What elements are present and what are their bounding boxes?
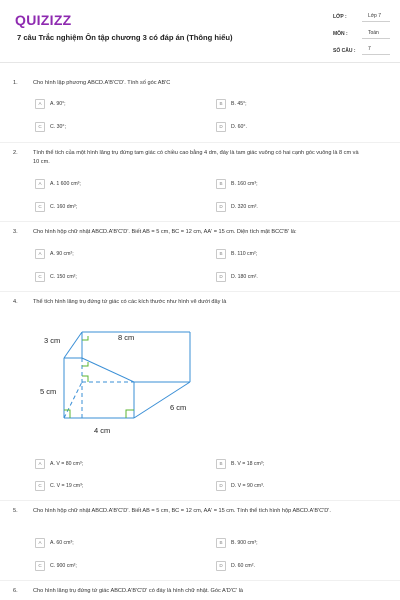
option-letter: D	[216, 202, 226, 212]
option-d[interactable]	[216, 272, 258, 282]
class-label: LỚP :	[333, 14, 347, 20]
option-c[interactable]	[35, 481, 83, 491]
option-letter: B	[216, 179, 226, 189]
page-title: 7 câu Trắc nghiệm Ôn tập chương 3 có đáp án (Thông hiểu)	[17, 33, 233, 42]
question-count-label: SỐ CÂU :	[333, 48, 356, 54]
option-letter: A	[35, 249, 45, 259]
option-text: D. 60 cm².	[231, 563, 255, 569]
option-d[interactable]	[216, 481, 264, 491]
option-d[interactable]	[216, 122, 247, 132]
option-text: A. V = 80 cm³;	[50, 461, 84, 467]
option-letter: A	[35, 179, 45, 189]
option-text: D. V = 90 cm³.	[231, 483, 265, 489]
question-text: Cho hình lăng trụ đứng tứ giác ABCD.A'B'C'D' có đáy là hình chữ nhật. Góc A'D'C' là	[33, 588, 243, 594]
label-side: 6 cm	[170, 403, 187, 412]
option-a[interactable]	[35, 459, 83, 469]
option-c[interactable]	[35, 122, 66, 132]
question-text: Tính thể tích của một hình lăng trụ đứng tam giác có chiều cao bằng 4 dm, đáy là tam giác vuông có hai cạnh góc vuông là 8 cm và 10 cm.	[33, 150, 359, 165]
divider	[0, 142, 400, 143]
subject-label: MÔN :	[333, 31, 348, 37]
option-a[interactable]	[35, 99, 66, 109]
option-letter: A	[35, 538, 45, 548]
question-number: 6.	[13, 588, 18, 594]
option-letter: B	[216, 99, 226, 109]
option-c[interactable]	[35, 202, 77, 212]
option-letter: C	[35, 202, 45, 212]
option-letter: A	[35, 459, 45, 469]
option-b[interactable]	[216, 538, 258, 548]
question-text: Cho hình lập phương ABCD.A'B'C'D'. Tính số góc AB'C	[33, 80, 171, 86]
hidden-edge	[64, 382, 82, 418]
label-bottom: 4 cm	[94, 426, 111, 435]
option-d[interactable]	[216, 561, 255, 571]
divider	[0, 580, 400, 581]
page-header	[0, 0, 400, 63]
divider	[0, 500, 400, 501]
option-a[interactable]	[35, 538, 74, 548]
option-letter: D	[216, 481, 226, 491]
option-letter: B	[216, 538, 226, 548]
option-letter: C	[35, 122, 45, 132]
option-text: D. 180 cm².	[231, 274, 258, 280]
divider	[0, 291, 400, 292]
right-angle-mark	[126, 410, 134, 418]
option-b[interactable]	[216, 179, 258, 189]
label-depth: 8 cm	[118, 333, 135, 342]
subject-value: Toán	[362, 28, 390, 39]
question-text: Cho hình hộp chữ nhật ABCD.A'B'C'D'. Biết AB = 5 cm, BC = 12 cm, AA' = 15 cm. Diện tích mặt BCC'B' là:	[33, 229, 297, 235]
option-text: C. 900 cm²;	[50, 563, 77, 569]
option-text: C. V = 19 cm³;	[50, 483, 84, 489]
right-angle-mark	[82, 376, 88, 382]
question-number: 1.	[13, 80, 18, 86]
right-angle-mark	[82, 336, 88, 340]
label-height: 5 cm	[40, 387, 57, 396]
option-a[interactable]	[35, 249, 74, 259]
option-text: C. 30°;	[50, 124, 66, 130]
quizizz-logo: QUIZIZZ	[15, 12, 72, 28]
question-number: 3.	[13, 229, 18, 235]
edge	[64, 332, 82, 358]
option-d[interactable]	[216, 202, 258, 212]
option-text: B. 110 cm²;	[231, 251, 258, 257]
option-letter: D	[216, 122, 226, 132]
option-text: B. 45°;	[231, 101, 247, 107]
option-text: C. 150 cm²;	[50, 274, 77, 280]
option-c[interactable]	[35, 561, 77, 571]
option-text: A. 1 600 cm³;	[50, 181, 81, 187]
option-text: A. 90 cm²;	[50, 251, 74, 257]
question-number: 4.	[13, 299, 18, 305]
option-text: D. 320 cm³.	[231, 204, 258, 210]
option-letter: B	[216, 459, 226, 469]
prism-figure	[38, 320, 218, 440]
edge	[134, 382, 190, 418]
option-letter: C	[35, 481, 45, 491]
question-text: Thể tích hình lăng trụ đứng tứ giác có các kích thước như hình vẽ dưới đây là	[33, 299, 227, 305]
option-letter: C	[35, 272, 45, 282]
option-letter: A	[35, 99, 45, 109]
option-a[interactable]	[35, 179, 81, 189]
option-letter: C	[35, 561, 45, 571]
edge	[82, 358, 134, 382]
option-c[interactable]	[35, 272, 77, 282]
option-text: B. 160 cm³;	[231, 181, 258, 187]
option-text: A. 90°;	[50, 101, 66, 107]
class-value: Lớp 7	[362, 11, 390, 22]
question-number: 2.	[13, 150, 18, 156]
option-text: A. 60 cm³;	[50, 540, 74, 546]
option-text: C. 160 dm³;	[50, 204, 78, 210]
right-angle-mark	[82, 362, 88, 366]
divider	[0, 221, 400, 222]
option-text: B. V = 18 cm³;	[231, 461, 265, 467]
option-b[interactable]	[216, 459, 264, 469]
option-b[interactable]	[216, 99, 247, 109]
question-count-value: 7	[362, 44, 390, 55]
question-number: 5.	[13, 508, 18, 514]
question-text: Cho hình hộp chữ nhật ABCD.A'B'C'D'. Biết AB = 5 cm, BC = 12 cm, AA' = 15 cm. Tính thể tích hình hộp ABCD.A'B'C'D'.	[33, 508, 331, 514]
label-top: 3 cm	[44, 336, 61, 345]
option-text: D. 60°.	[231, 124, 247, 130]
option-text: B. 900 cm³;	[231, 540, 258, 546]
option-letter: B	[216, 249, 226, 259]
option-b[interactable]	[216, 249, 257, 259]
option-letter: D	[216, 272, 226, 282]
option-letter: D	[216, 561, 226, 571]
